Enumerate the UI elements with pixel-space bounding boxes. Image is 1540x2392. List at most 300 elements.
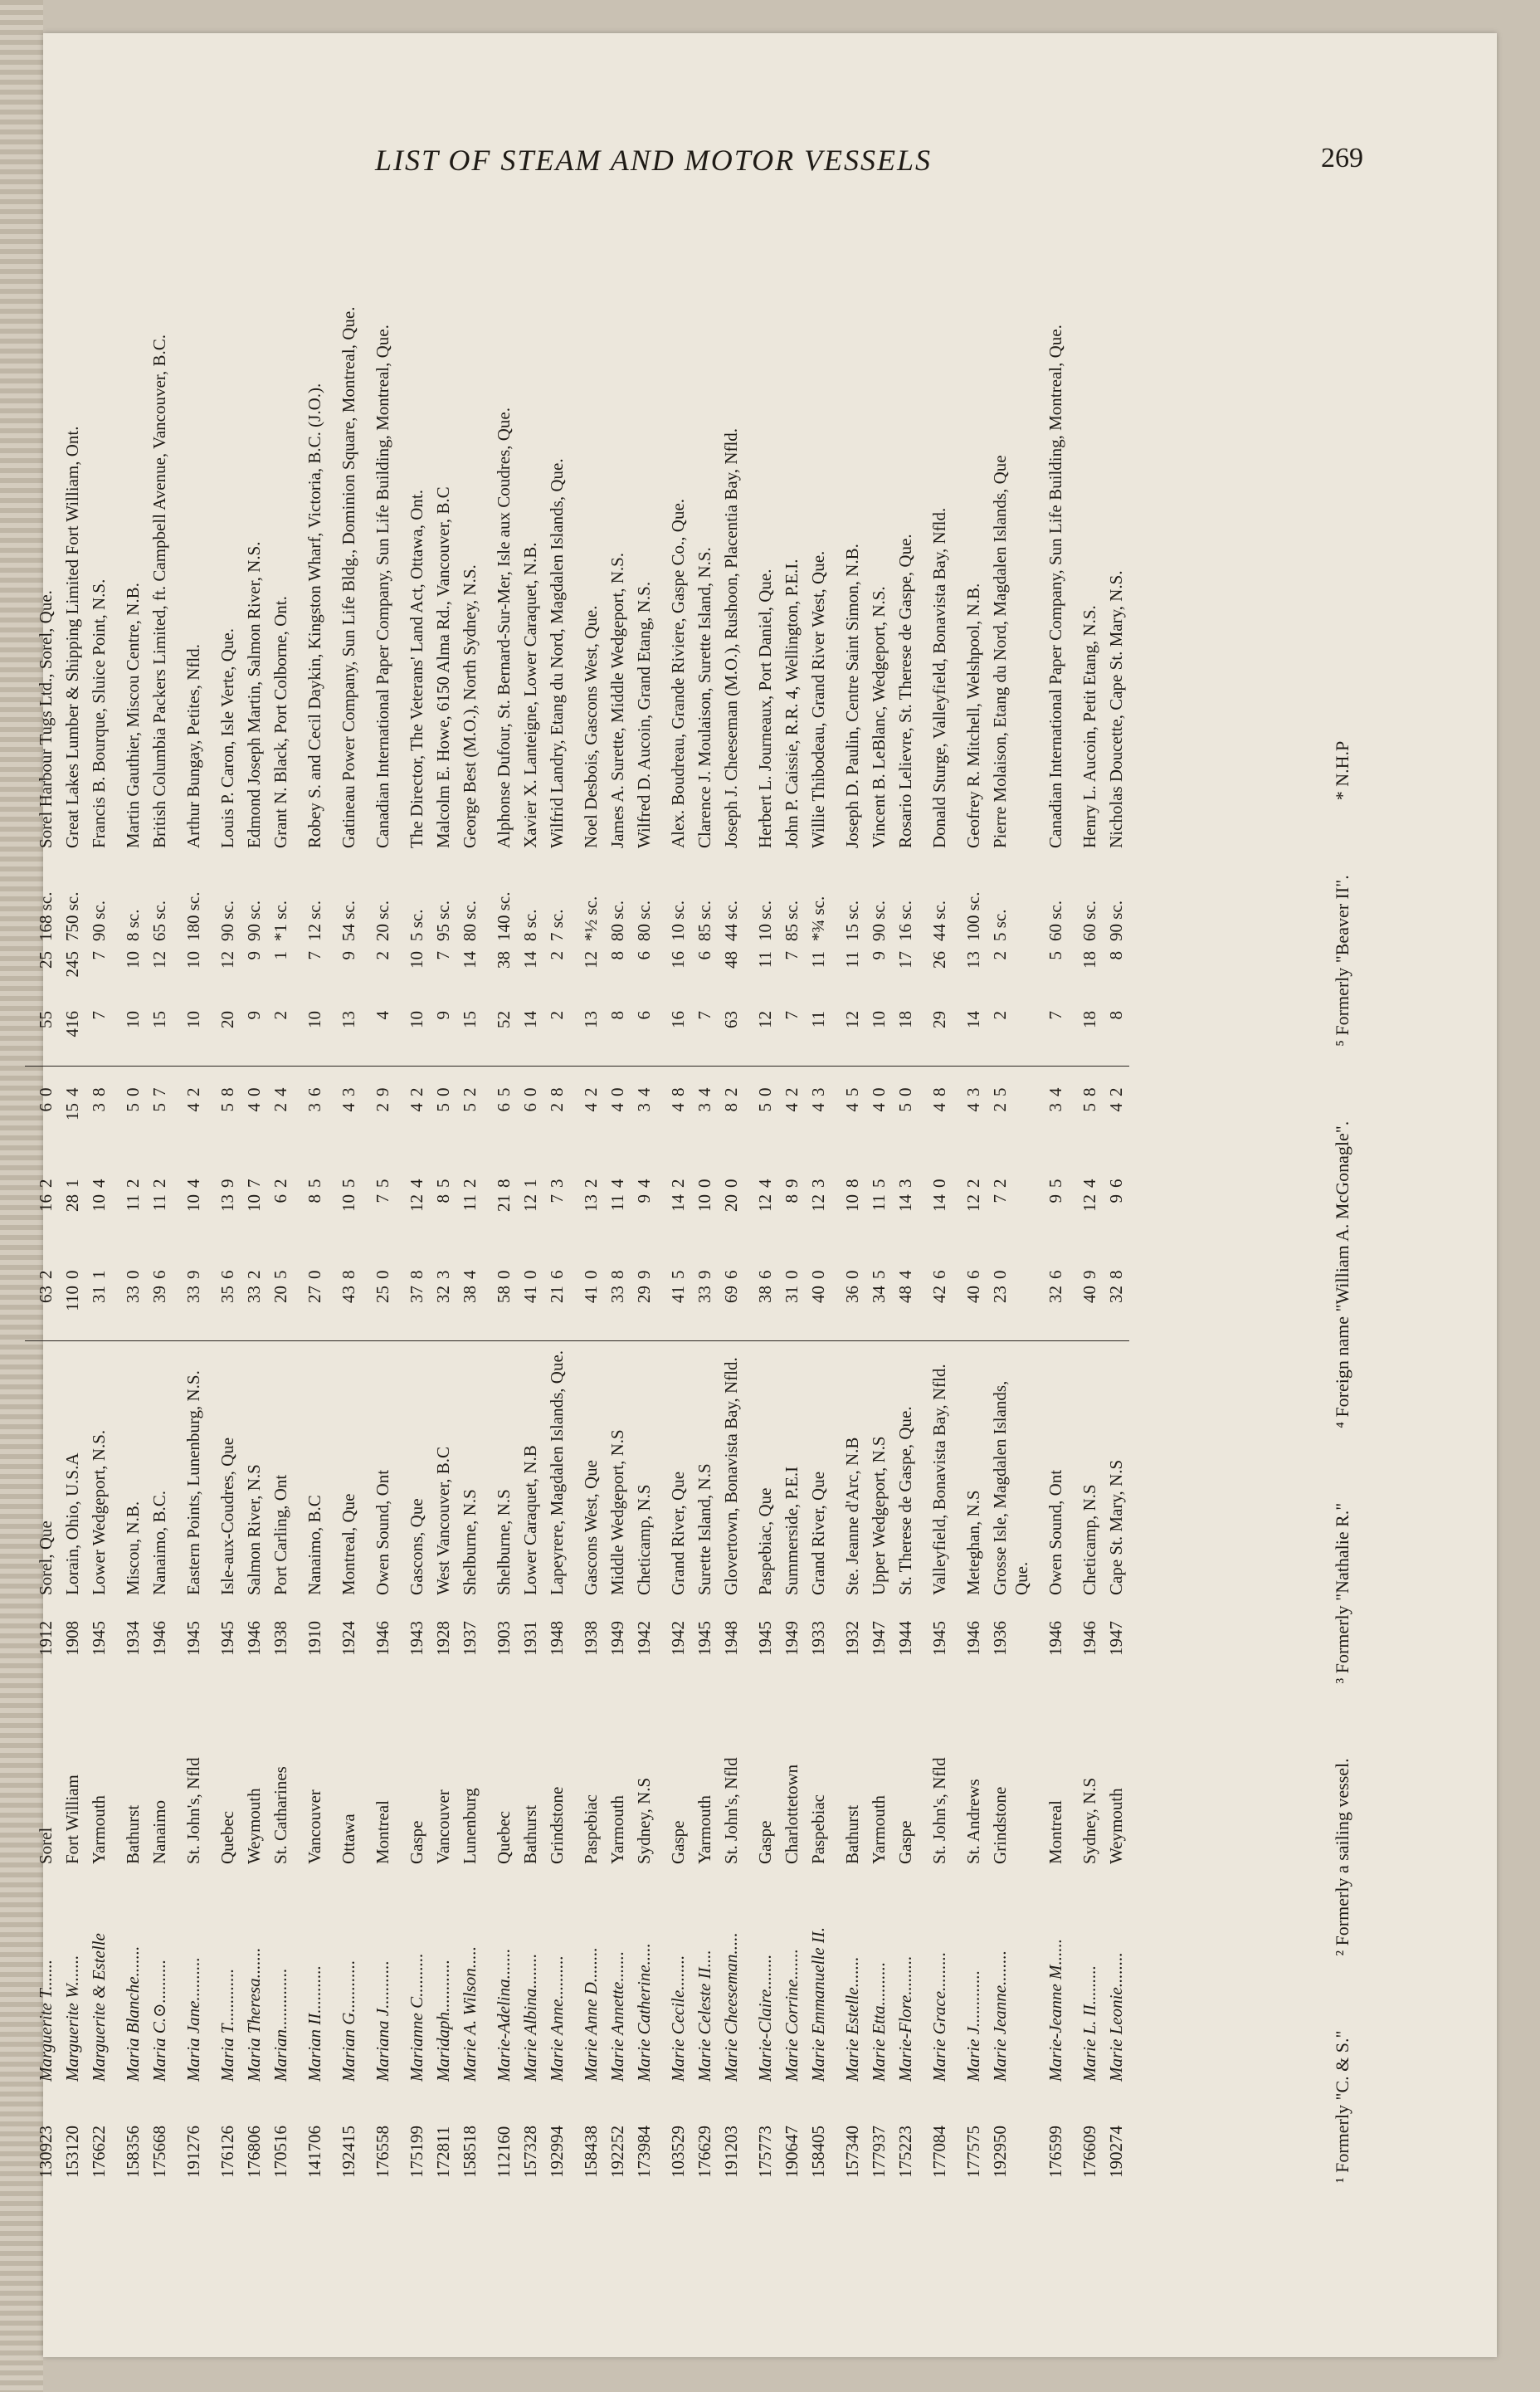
table-row [1035, 158, 1069, 2183]
length-in-cell: 9 [183, 1270, 203, 1279]
horsepower-cell: 90 sc. [1106, 901, 1126, 941]
year-built-cell: 1936 [990, 1621, 1010, 1656]
year-built-cell: 1946 [373, 1621, 392, 1656]
official-number-cell: 158518 [460, 2126, 480, 2178]
port-of-registry-cell: Quebec [494, 1810, 514, 1864]
horsepower-cell: 12 sc. [305, 901, 324, 941]
vessel-name-cell: Marie Cecile........ [668, 1955, 688, 2082]
port-of-registry-cell: Gaspe [407, 1820, 426, 1864]
table-row [294, 158, 328, 2183]
place-built-cell: Lower Wedgeport, N.S. [89, 1429, 109, 1595]
year-built-cell: 1945 [89, 1621, 109, 1656]
official-number-cell: 175223 [895, 2126, 915, 2178]
vessel-name-cell: Marie Annette....... [607, 1950, 627, 2082]
place-built-cell: Meteghan, N.S [963, 1490, 983, 1595]
net-tonnage-cell: 245 [62, 951, 82, 978]
net-tonnage-cell: 1 [270, 951, 290, 960]
official-number-cell: 192994 [547, 2126, 567, 2178]
length-ft-cell: 36 [831, 1281, 865, 1341]
table-row [892, 158, 919, 2183]
depth-ft-cell: 4 [244, 1103, 264, 1112]
port-of-registry-cell: St. Catharines [270, 1766, 290, 1864]
official-number-cell: 175199 [407, 2126, 426, 2178]
length-in-cell: 5 [270, 1270, 290, 1279]
breadth-ft-cell: 9 [1045, 1194, 1065, 1203]
depth-in-cell: 8 [1069, 1067, 1103, 1099]
port-of-registry-cell: St. Andrews [963, 1779, 983, 1864]
net-tonnage-cell: 7 [89, 951, 109, 960]
breadth-ft-cell: 12 [963, 1194, 983, 1212]
year-built-cell: 1912 [36, 1621, 56, 1656]
gross-tonnage-cell: 18 [895, 1011, 915, 1028]
net-tonnage-cell: 16 [668, 951, 688, 969]
breadth-in-cell: 0 [694, 1179, 714, 1188]
breadth-ft-cell: 10 [842, 1194, 862, 1212]
gross-tonnage-cell: 63 [721, 1011, 741, 1028]
breadth-in-cell: 2 [123, 1179, 143, 1188]
breadth-ft-cell: 16 [36, 1194, 56, 1212]
port-of-registry-cell: Yarmouth [869, 1794, 889, 1864]
length-in-cell: 8 [407, 1270, 426, 1279]
horsepower-cell: 90 sc. [217, 901, 237, 941]
official-number-cell: 175668 [149, 2126, 169, 2178]
gross-tonnage-cell: 8 [1106, 1011, 1126, 1020]
net-tonnage-cell: 9 [869, 951, 889, 960]
place-built-cell: Upper Wedgeport, N.S [869, 1436, 889, 1595]
year-built-cell: 1945 [755, 1621, 775, 1656]
net-tonnage-cell: 10 [407, 951, 426, 969]
port-of-registry-cell: Sorel [36, 1827, 56, 1864]
table-row [430, 158, 456, 2183]
depth-in-cell: 2 [1103, 1067, 1129, 1099]
gross-tonnage-cell: 18 [1079, 1011, 1099, 1028]
official-number-cell: 192950 [990, 2126, 1010, 2178]
depth-ft-cell: 5 [217, 1103, 237, 1112]
breadth-ft-cell: 8 [433, 1194, 453, 1203]
year-built-cell: 1928 [433, 1621, 453, 1656]
year-built-cell: 1908 [62, 1621, 82, 1656]
depth-ft-cell: 4 [183, 1103, 203, 1112]
breadth-ft-cell: 11 [149, 1194, 169, 1212]
port-of-registry-cell: Quebec [217, 1810, 237, 1864]
place-built-cell: Grand River, Que [808, 1471, 828, 1595]
official-number-cell: 191276 [183, 2126, 203, 2178]
vessel-name-cell: Marguerite & Estelle [89, 1933, 109, 2082]
depth-ft-cell: 5 [895, 1103, 915, 1112]
place-built-cell: Shelburne, N.S [494, 1489, 514, 1595]
gross-tonnage-cell: 10 [305, 1011, 324, 1028]
depth-in-cell: 8 [919, 1067, 953, 1099]
depth-ft-cell: 2 [547, 1103, 567, 1112]
footnotes [1332, 158, 1365, 2183]
depth-ft-cell: 4 [407, 1103, 426, 1112]
gross-tonnage-cell: 416 [62, 1011, 82, 1037]
breadth-ft-cell: 14 [895, 1194, 915, 1212]
gross-tonnage-cell: 52 [494, 1011, 514, 1028]
year-built-cell: 1944 [895, 1621, 915, 1656]
year-built-cell: 1937 [460, 1621, 480, 1656]
port-of-registry-cell: Lunenburg [460, 1788, 480, 1864]
breadth-in-cell: 2 [460, 1179, 480, 1188]
vessel-name-cell: Marguerite W....... [62, 1955, 82, 2082]
length-in-cell: 0 [373, 1270, 392, 1279]
depth-ft-cell: 8 [721, 1103, 741, 1112]
length-in-cell: 3 [433, 1270, 453, 1279]
depth-ft-cell: 6 [494, 1103, 514, 1112]
length-in-cell: 2 [36, 1270, 56, 1279]
breadth-in-cell: 4 [407, 1179, 426, 1188]
footnote: ¹ Formerly "C. & S." [1332, 2030, 1352, 2183]
depth-in-cell: 4 [267, 1067, 294, 1099]
vessel-name-cell: Marian.............. [270, 1968, 290, 2082]
breadth-in-cell: 4 [755, 1179, 775, 1188]
year-built-cell: 1943 [407, 1621, 426, 1656]
horsepower-cell: 80 sc. [634, 901, 654, 941]
length-ft-cell: 33 [691, 1281, 718, 1341]
official-number-cell: 153120 [62, 2126, 82, 2178]
port-of-registry-cell: Bathurst [842, 1804, 862, 1864]
depth-ft-cell: 6 [36, 1103, 56, 1112]
vessel-name-cell: Mariana J........... [373, 1960, 392, 2082]
depth-in-cell: 2 [396, 1067, 430, 1099]
net-tonnage-cell: 25 [36, 951, 56, 969]
vessel-name-cell: Marie-Claire........ [755, 1954, 775, 2082]
depth-in-cell: 5 [831, 1067, 865, 1099]
breadth-ft-cell: 12 [407, 1194, 426, 1212]
port-of-registry-cell: Gaspe [668, 1820, 688, 1864]
length-ft-cell: 41 [570, 1281, 604, 1341]
breadth-ft-cell: 12 [520, 1194, 540, 1212]
length-ft-cell: 34 [865, 1281, 892, 1341]
breadth-in-cell: 8 [494, 1179, 514, 1188]
length-in-cell: 6 [929, 1270, 949, 1279]
year-built-cell: 1949 [782, 1621, 802, 1656]
gross-tonnage-cell: 9 [433, 1011, 453, 1020]
breadth-ft-cell: 10 [183, 1194, 203, 1212]
length-ft-cell: 40 [1069, 1281, 1103, 1341]
net-tonnage-cell: 12 [217, 951, 237, 969]
breadth-ft-cell: 12 [755, 1194, 775, 1212]
year-built-cell: 1903 [494, 1621, 514, 1656]
horsepower-cell: 8 sc. [520, 909, 540, 941]
length-ft-cell: 40 [805, 1281, 831, 1341]
length-ft-cell: 23 [987, 1281, 1035, 1341]
horsepower-cell: *½ sc. [581, 896, 601, 941]
official-number-cell: 192252 [607, 2126, 627, 2178]
net-tonnage-cell: 8 [1106, 951, 1126, 960]
horsepower-cell: 20 sc. [373, 901, 392, 941]
official-number-cell: 157328 [520, 2126, 540, 2178]
place-built-cell: West Vancouver, B.C [433, 1446, 453, 1595]
depth-in-cell: 3 [953, 1067, 987, 1099]
length-in-cell: 0 [305, 1270, 324, 1279]
net-tonnage-cell: 5 [1045, 951, 1065, 960]
net-tonnage-cell: 2 [547, 951, 567, 960]
depth-ft-cell: 4 [581, 1103, 601, 1112]
breadth-ft-cell: 12 [808, 1194, 828, 1212]
table-row [396, 158, 430, 2183]
gross-tonnage-cell: 10 [183, 1011, 203, 1028]
vessel-name-cell: Marie Anne.......... [547, 1955, 567, 2082]
owner-address-cell: Robey S. and Cecil Daykin, Kingston Wharf, Victoria, B.C. (J.O.). [305, 383, 324, 848]
depth-ft-cell: 3 [305, 1103, 324, 1112]
official-number-cell: 176629 [694, 2126, 714, 2178]
table-row [805, 158, 831, 2183]
official-number-cell: 175773 [755, 2126, 775, 2178]
horsepower-cell: 85 sc. [782, 901, 802, 941]
vessel-name-cell: Marie Grace......... [929, 1951, 949, 2082]
vessel-name-cell: Marie Anne D........ [581, 1947, 601, 2082]
depth-in-cell: 7 [146, 1067, 173, 1099]
port-of-registry-cell: Gaspe [755, 1820, 775, 1864]
owner-address-cell: Martin Gauthier, Miscou Centre, N.B. [123, 583, 143, 848]
horsepower-cell: 90 sc. [244, 901, 264, 941]
length-in-cell: 1 [89, 1270, 109, 1279]
port-of-registry-cell: Gaspe [895, 1820, 915, 1864]
net-tonnage-cell: 13 [963, 951, 983, 969]
depth-in-cell: 5 [483, 1067, 517, 1099]
year-built-cell: 1932 [842, 1621, 862, 1656]
owner-address-cell: Pierre Molaison, Etang du Nord, Magdalen Islands, Que [990, 455, 1010, 848]
depth-ft-cell: 2 [990, 1103, 1010, 1112]
length-ft-cell: 21 [543, 1281, 570, 1341]
breadth-ft-cell: 13 [581, 1194, 601, 1212]
place-built-cell: Lorain, Ohio, U.S.A [62, 1452, 82, 1595]
length-ft-cell: 33 [173, 1281, 207, 1341]
length-in-cell: 6 [963, 1270, 983, 1279]
depth-in-cell: 8 [207, 1067, 241, 1099]
depth-in-cell: 2 [570, 1067, 604, 1099]
depth-in-cell: 0 [604, 1067, 631, 1099]
table-row [25, 158, 59, 2183]
depth-ft-cell: 5 [123, 1103, 143, 1112]
breadth-in-cell: 2 [668, 1179, 688, 1188]
owner-address-cell: Edmond Joseph Martin, Salmon River, N.S. [244, 541, 264, 848]
net-tonnage-cell: 26 [929, 951, 949, 969]
depth-ft-cell: 3 [694, 1103, 714, 1112]
port-of-registry-cell: Yarmouth [694, 1794, 714, 1864]
breadth-in-cell: 0 [721, 1179, 741, 1188]
gross-tonnage-cell: 15 [460, 1011, 480, 1028]
table-row [1069, 158, 1103, 2183]
length-ft-cell: 38 [744, 1281, 778, 1341]
gross-tonnage-cell: 20 [217, 1011, 237, 1028]
length-ft-cell: 110 [59, 1281, 85, 1341]
depth-ft-cell: 2 [270, 1103, 290, 1112]
owner-address-cell: Geofrey R. Mitchell, Welshpool, N.B. [963, 583, 983, 848]
depth-in-cell: 8 [657, 1067, 691, 1099]
length-ft-cell: 27 [294, 1281, 328, 1341]
length-ft-cell: 40 [953, 1281, 987, 1341]
horsepower-cell: 80 sc. [607, 901, 627, 941]
length-in-cell: 6 [1045, 1270, 1065, 1279]
owner-address-cell: Canadian International Paper Company, Sun Life Building, Montreal, Que. [1045, 325, 1065, 848]
gross-tonnage-cell: 2 [547, 1011, 567, 1020]
vessel-name-cell: Marie A. Wilson..... [460, 1946, 480, 2082]
vessel-register-table-rotated [25, 158, 1319, 2183]
length-ft-cell: 35 [207, 1281, 241, 1341]
vessel-name-cell: Marie Jeanne........ [990, 1950, 1010, 2082]
breadth-in-cell: 5 [869, 1179, 889, 1188]
official-number-cell: 158405 [808, 2126, 828, 2178]
footnote: * N.H.P [1332, 740, 1352, 801]
official-number-cell: 158356 [123, 2126, 143, 2178]
net-tonnage-cell: 14 [520, 951, 540, 969]
length-ft-cell: 33 [112, 1281, 146, 1341]
gross-tonnage-cell: 8 [607, 1011, 627, 1020]
horsepower-cell: 90 sc. [89, 901, 109, 941]
year-built-cell: 1946 [963, 1621, 983, 1656]
breadth-in-cell: 8 [842, 1179, 862, 1188]
place-built-cell: Glovertown, Bonavista Bay, Nfld. [721, 1357, 741, 1595]
year-built-cell: 1924 [339, 1621, 358, 1656]
depth-ft-cell: 4 [929, 1103, 949, 1112]
gross-tonnage-cell: 10 [869, 1011, 889, 1028]
length-ft-cell: 43 [328, 1281, 362, 1341]
gross-tonnage-cell: 2 [270, 1011, 290, 1020]
breadth-in-cell: 3 [547, 1179, 567, 1188]
place-built-cell: Gascons, Que [407, 1498, 426, 1595]
net-tonnage-cell: 11 [842, 951, 862, 969]
net-tonnage-cell: 7 [782, 951, 802, 960]
depth-in-cell: 3 [805, 1067, 831, 1099]
breadth-in-cell: 4 [1079, 1179, 1099, 1188]
owner-address-cell: John P. Caissie, R.R. 4, Wellington, P.E.I. [782, 559, 802, 848]
owner-address-cell: Xavier X. Lanteigne, Lower Caraquet, N.B. [520, 542, 540, 848]
length-ft-cell: 42 [919, 1281, 953, 1341]
net-tonnage-cell: 9 [244, 951, 264, 960]
net-tonnage-cell: 8 [607, 951, 627, 960]
breadth-in-cell: 2 [963, 1179, 983, 1188]
depth-in-cell: 6 [294, 1067, 328, 1099]
length-in-cell: 4 [460, 1270, 480, 1279]
length-in-cell: 9 [634, 1270, 654, 1279]
depth-ft-cell: 4 [782, 1103, 802, 1112]
horsepower-cell: 85 sc. [694, 901, 714, 941]
footnote: ² Formerly a sailing vessel. [1332, 1758, 1352, 1956]
length-ft-cell: 48 [892, 1281, 919, 1341]
depth-in-cell: 4 [1035, 1067, 1069, 1099]
official-number-cell: 141706 [305, 2126, 324, 2178]
owner-address-cell: Donald Sturge, Valleyfield, Bonavista Bay, Nfld. [929, 507, 949, 848]
table-row [173, 158, 207, 2183]
length-ft-cell: 37 [396, 1281, 430, 1341]
breadth-in-cell: 4 [183, 1179, 203, 1188]
breadth-ft-cell: 12 [1079, 1194, 1099, 1212]
official-number-cell: 177084 [929, 2126, 949, 2178]
depth-ft-cell: 5 [433, 1103, 453, 1112]
horsepower-cell: 180 sc. [183, 891, 203, 941]
place-built-cell: Middle Wedgeport, N.S [607, 1429, 627, 1595]
length-in-cell: 6 [547, 1270, 567, 1279]
depth-in-cell: 2 [778, 1067, 805, 1099]
length-ft-cell: 41 [657, 1281, 691, 1341]
horsepower-cell: 750 sc. [62, 891, 82, 941]
port-of-registry-cell: Bathurst [520, 1804, 540, 1864]
breadth-in-cell: 1 [62, 1179, 82, 1188]
horsepower-cell: 80 sc. [460, 901, 480, 941]
table-row [691, 158, 718, 2183]
vessel-name-cell: Maria C.⊙.......... [149, 1959, 169, 2082]
length-in-cell: 0 [494, 1270, 514, 1279]
official-number-cell: 190274 [1106, 2126, 1126, 2178]
length-ft-cell: 33 [241, 1281, 267, 1341]
official-number-cell: 176622 [89, 2126, 109, 2178]
breadth-in-cell: 5 [339, 1179, 358, 1188]
depth-in-cell: 2 [173, 1067, 207, 1099]
table-row [1103, 158, 1129, 2183]
table-row [85, 158, 112, 2183]
breadth-ft-cell: 10 [244, 1194, 264, 1212]
year-built-cell: 1945 [183, 1621, 203, 1656]
breadth-ft-cell: 9 [1106, 1194, 1126, 1203]
vessel-name-cell: Maria Jane.......... [183, 1957, 203, 2082]
year-built-cell: 1942 [634, 1621, 654, 1656]
breadth-in-cell: 3 [808, 1179, 828, 1188]
owner-address-cell: Arthur Bungay, Petites, Nfld. [183, 644, 203, 848]
breadth-ft-cell: 21 [494, 1194, 514, 1212]
table-row [207, 158, 241, 2183]
breadth-ft-cell: 14 [668, 1194, 688, 1212]
page-number: 269 [1321, 143, 1363, 173]
place-built-cell: Nanaimo, B.C [305, 1495, 324, 1595]
gross-tonnage-cell: 13 [581, 1011, 601, 1028]
official-number-cell: 112160 [494, 2126, 514, 2178]
net-tonnage-cell: 7 [433, 951, 453, 960]
depth-ft-cell: 5 [755, 1103, 775, 1112]
port-of-registry-cell: Vancouver [433, 1789, 453, 1864]
depth-ft-cell: 4 [668, 1103, 688, 1112]
owner-address-cell: Henry L. Aucoin, Petit Etang, N.S. [1079, 605, 1099, 848]
port-of-registry-cell: Montreal [1045, 1800, 1065, 1864]
depth-in-cell: 8 [85, 1067, 112, 1099]
breadth-in-cell: 0 [929, 1179, 949, 1188]
port-of-registry-cell: Bathurst [123, 1804, 143, 1864]
depth-ft-cell: 4 [842, 1103, 862, 1112]
official-number-cell: 158438 [581, 2126, 601, 2178]
length-in-cell: 6 [721, 1270, 741, 1279]
table-row [919, 158, 953, 2183]
vessel-name-cell: Marguerite T....... [36, 1960, 56, 2082]
depth-ft-cell: 4 [869, 1103, 889, 1112]
breadth-in-cell: 3 [895, 1179, 915, 1188]
table-row [59, 158, 85, 2183]
gross-tonnage-cell: 9 [244, 1011, 264, 1020]
length-in-cell: 8 [607, 1270, 627, 1279]
net-tonnage-cell: 48 [721, 951, 741, 969]
place-built-cell: Cheticamp, N.S [634, 1484, 654, 1595]
depth-ft-cell: 4 [963, 1103, 983, 1112]
port-of-registry-cell: Charlottetown [782, 1764, 802, 1864]
table-row [657, 158, 691, 2183]
place-built-cell: Shelburne, N.S [460, 1489, 480, 1595]
owner-address-cell: The Director, The Veterans' Land Act, Ottawa, Ont. [407, 490, 426, 848]
owner-address-cell: Sorel Harbour Tugs Ltd., Sorel, Que. [36, 590, 56, 848]
gross-tonnage-cell: 10 [123, 1011, 143, 1028]
place-built-cell: Owen Sound, Ont [1045, 1469, 1065, 1595]
horsepower-cell: 5 sc. [407, 909, 426, 941]
breadth-in-cell: 5 [1045, 1179, 1065, 1188]
net-tonnage-cell: 17 [895, 951, 915, 969]
owner-address-cell: Alex. Boudreau, Grande Riviere, Gaspe Co., Que. [668, 498, 688, 848]
depth-ft-cell: 5 [460, 1103, 480, 1112]
net-tonnage-cell: 12 [149, 951, 169, 969]
owner-address-cell: Malcolm E. Howe, 6150 Alma Rd., Vancouver, B.C [433, 486, 453, 848]
place-built-cell: Eastern Points, Lunenburg, N.S. [183, 1370, 203, 1595]
horsepower-cell: 10 sc. [755, 901, 775, 941]
breadth-ft-cell: 7 [990, 1194, 1010, 1203]
place-built-cell: Nanaimo, B.C. [149, 1491, 169, 1595]
